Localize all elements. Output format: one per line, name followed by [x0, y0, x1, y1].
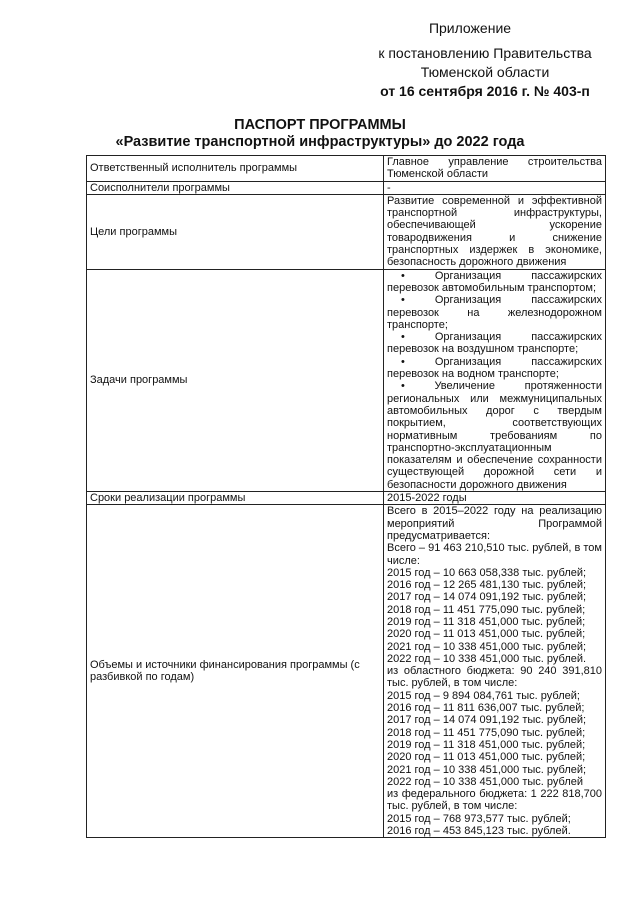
funding-federal: из федерального бюджета: 1 222 818,700 тыс. рублей, в том числе: — [387, 788, 602, 813]
program-name: «Развитие транспортной инфраструктуры» до 2022 года — [115, 134, 525, 150]
row-value — [384, 505, 606, 838]
funding-year: 2022 год – 10 338 451,000 тыс. рублей. — [387, 652, 587, 665]
row-value: Главное управление строительства Тюменской области — [384, 156, 606, 182]
funding-year: 2016 год – 453 845,123 тыс. рублей. — [387, 825, 571, 838]
funding-year: 2015 год – 9 894 084,761 тыс. рублей; — [387, 689, 580, 702]
row-value: 2015-2022 годы — [384, 492, 606, 505]
row-value: Развитие современной и эффективной транспортной инфраструктуры, обеспечивающей ускорение товародвижения и снижение транспортных издержек в экономике, безопасность дорожного движения — [384, 194, 606, 269]
funding-year: 2018 год – 11 451 775,090 тыс. рублей; — [387, 603, 586, 616]
document-title: ПАСПОРТ ПРОГРАММЫ — [234, 117, 406, 133]
funding-year: 2022 год – 10 338 451,000 тыс. рублей — [387, 775, 584, 788]
table-row-goals — [87, 194, 606, 269]
passport-table — [86, 155, 606, 838]
row-value: - — [384, 181, 606, 194]
funding-year: 2017 год – 14 074 091,192 тыс. рублей; — [387, 714, 587, 727]
row-value — [384, 269, 606, 491]
task-item: • Организация пассажирских перевозок на водном транспорте; — [387, 355, 602, 381]
funding-total: Всего – 91 463 210,510 тыс. рублей, в том числе: — [387, 542, 602, 567]
funding-year: 2015 год – 768 973,577 тыс. рублей; — [387, 812, 571, 825]
funding-year: 2015 год – 10 663 058,338 тыс. рублей; — [387, 566, 587, 579]
table-row-coexecutors — [87, 181, 606, 194]
funding-year: 2016 год – 11 811 636,007 тыс. рублей; — [387, 702, 585, 715]
task-item: • Организация пассажирских перевозок автомобильным транспортом; — [387, 269, 602, 294]
row-label: Сроки реализации программы — [87, 492, 384, 505]
funding-year: 2021 год – 10 338 451,000 тыс. рублей; — [387, 763, 587, 776]
row-label: Объемы и источники финансирования программы (с разбивкой по годам) — [87, 505, 384, 838]
table-row-funding — [87, 505, 606, 838]
region-line: Тюменской области — [420, 64, 550, 80]
row-label: Задачи программы — [87, 269, 384, 491]
funding-regional: из областного бюджета: 90 240 391,810 тыс. рублей, в том числе: — [387, 665, 602, 690]
funding-intro: Всего в 2015–2022 году на реализацию мероприятий Программой предусматривается: — [387, 505, 602, 542]
task-item: • Увеличение протяженности региональных или межмуниципальных автомобильных дорог с твердым покрытием, соответствующих нормативным требованиям по транспортно-эксплуатационным показателям и обеспечение сохранности существующей дорожной сети и безопасности дорожного движения — [387, 380, 602, 491]
funding-year: 2017 год – 14 074 091,192 тыс. рублей; — [387, 591, 587, 604]
task-item: • Организация пассажирских перевозок на железнодорожном транспорте; — [387, 294, 602, 331]
funding-year: 2020 год – 11 013 451,000 тыс. рублей; — [387, 751, 586, 764]
decree-line: к постановлению Правительства — [378, 45, 592, 61]
task-item: • Организация пассажирских перевозок на воздушном транспорте; — [387, 331, 602, 356]
row-label: Цели программы — [87, 194, 384, 269]
decree-date-number: от 16 сентября 2016 г. № 403-п — [380, 83, 590, 99]
funding-year: 2018 год – 11 451 775,090 тыс. рублей; — [387, 726, 586, 739]
table-row-executor — [87, 156, 606, 182]
table-row-tasks — [87, 269, 606, 491]
funding-year: 2019 год – 11 318 451,000 тыс. рублей; — [387, 738, 586, 751]
row-label: Соисполнители программы — [87, 181, 384, 194]
funding-year: 2021 год – 10 338 451,000 тыс. рублей; — [387, 640, 587, 653]
funding-year: 2016 год – 12 265 481,130 тыс. рублей; — [387, 579, 587, 592]
decree-reference — [350, 44, 620, 82]
table-row-terms — [87, 492, 606, 505]
row-label: Ответственный исполнитель программы — [87, 156, 384, 182]
funding-year: 2020 год – 11 013 451,000 тыс. рублей; — [387, 628, 586, 641]
appendix-label: Приложение — [428, 20, 512, 36]
funding-year: 2019 год – 11 318 451,000 тыс. рублей; — [387, 615, 586, 628]
